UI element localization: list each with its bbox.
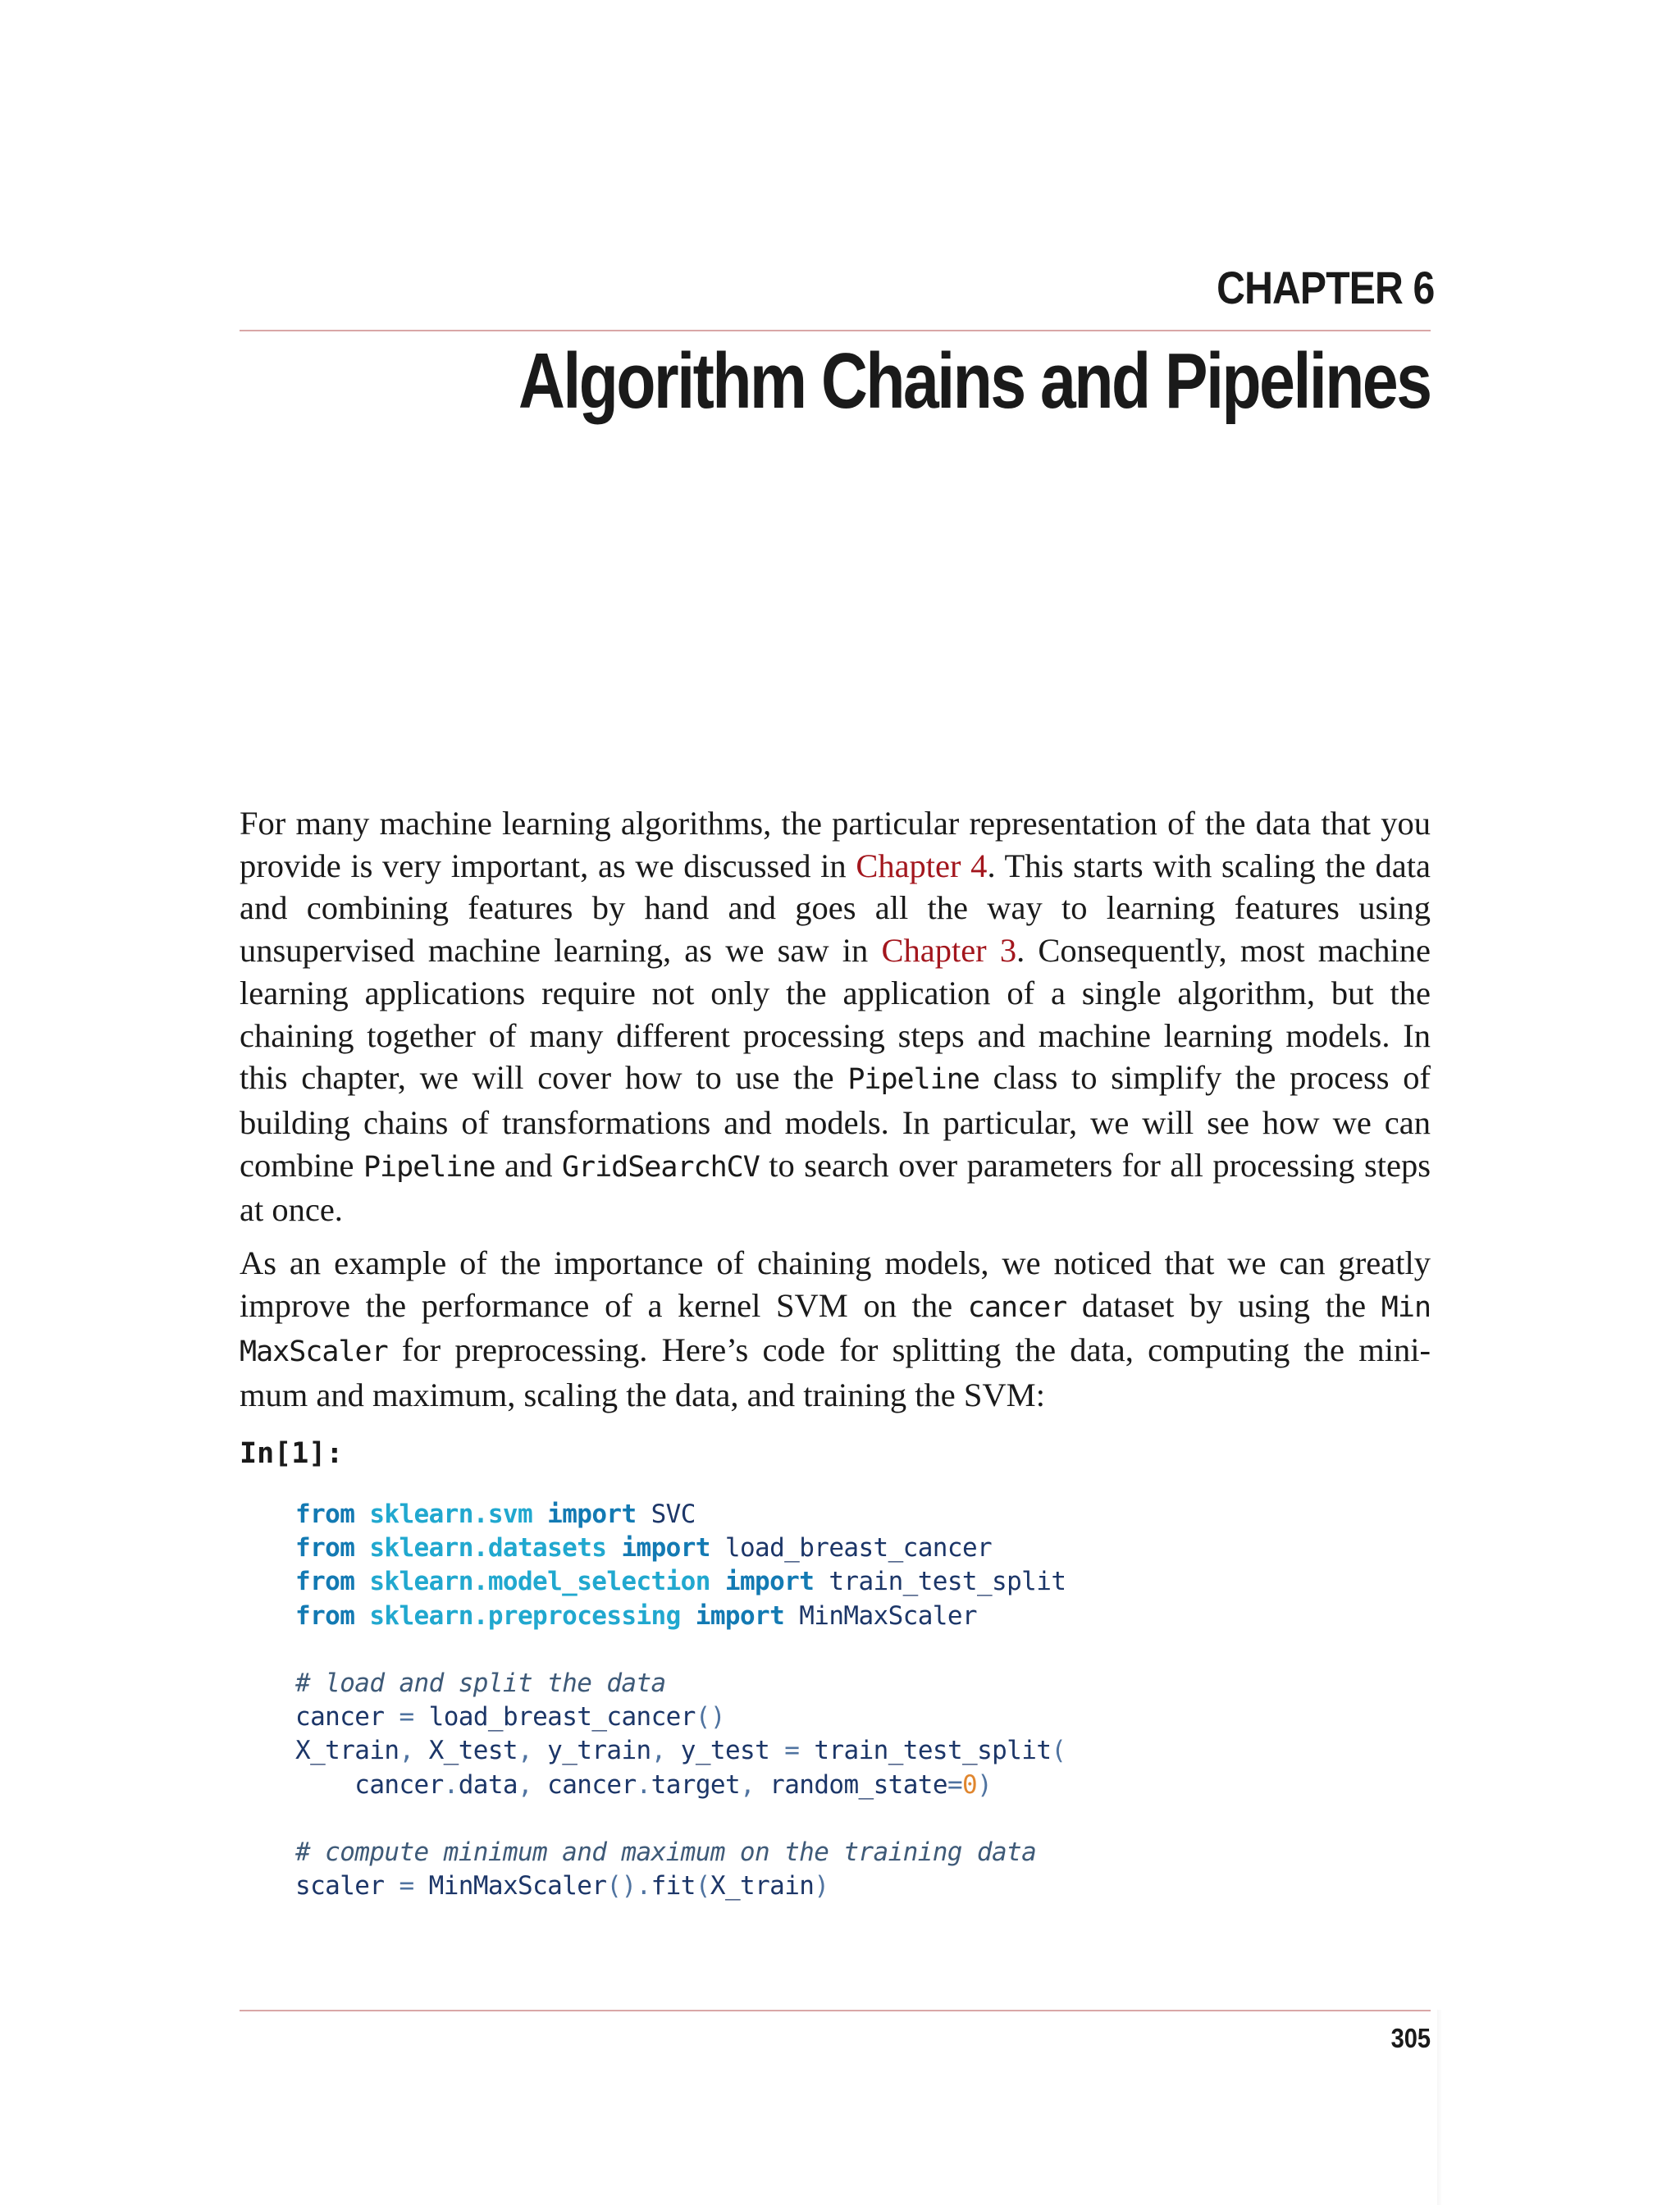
code-token <box>666 1736 681 1765</box>
code-token: cancer <box>354 1769 444 1800</box>
code-line <box>295 1532 1066 1565</box>
code-line <box>295 1498 1066 1532</box>
text-run: . Consequently, most machine learning applications require not only the application of a single algorithm, but the chaining together of many different processing steps and machine learning models. In this chapter, we will cover how to use the <box>240 932 1431 1097</box>
code-token: train_test_split <box>814 1736 1052 1766</box>
code-token: train_test_split <box>829 1567 1066 1597</box>
code-token: = <box>399 1871 414 1901</box>
text-run: dataset by using the <box>1066 1286 1381 1324</box>
code-token: sklearn.preprocessing <box>369 1600 681 1631</box>
inline-code-minmaxscaler-part2: MaxScaler <box>240 1335 388 1369</box>
intro-paragraph <box>240 802 1431 1231</box>
code-token <box>414 1702 429 1732</box>
code-token: = <box>399 1702 414 1732</box>
code-token: , <box>740 1769 756 1800</box>
code-line <box>295 1600 1066 1633</box>
code-line <box>295 1869 1066 1903</box>
code-token: () <box>695 1702 725 1732</box>
code-token: (). <box>606 1871 651 1901</box>
code-token: sklearn.model_selection <box>369 1567 710 1597</box>
inline-code-minmaxscaler-part1: Min <box>1381 1290 1431 1324</box>
chapter-label: CHAPTER 6 <box>1216 262 1434 313</box>
code-token: import <box>724 1567 815 1597</box>
code-token: , <box>518 1769 533 1800</box>
code-token: SVC <box>651 1500 696 1529</box>
code-token: scaler <box>295 1871 385 1901</box>
code-token: ( <box>695 1871 710 1901</box>
text-run: mum and maximum, scaling the data, and training the SVM: <box>240 1376 1045 1414</box>
code-token: , <box>399 1736 414 1766</box>
code-token: from <box>295 1600 355 1631</box>
code-token: . <box>443 1769 459 1800</box>
footer-rule <box>240 2010 1431 2011</box>
text-run: As an example of the importance of chaining models, we noticed that we can greatly improve the performance of a kernel SVM on the <box>240 1244 1431 1324</box>
code-token <box>710 1567 725 1596</box>
code-token: from <box>295 1533 355 1564</box>
code-token: from <box>295 1500 355 1529</box>
link-chapter-3[interactable]: Chapter 3 <box>881 932 1017 970</box>
code-line <box>295 1769 1066 1802</box>
code-token: y_train <box>547 1736 651 1766</box>
code-token <box>681 1601 696 1631</box>
code-token: sklearn.datasets <box>369 1533 607 1564</box>
code-token <box>414 1871 429 1901</box>
code-token <box>606 1533 621 1563</box>
code-line <box>295 1802 1066 1836</box>
code-token: fit <box>651 1871 696 1901</box>
code-token: X_test <box>428 1736 518 1766</box>
page-number: 305 <box>1390 2023 1431 2053</box>
code-token: ( <box>1051 1736 1066 1766</box>
page-edge-shadow <box>1437 2010 1442 2205</box>
code-cell-prompt: In[1]: <box>240 1437 344 1470</box>
code-line <box>295 1667 1066 1701</box>
code-token <box>637 1500 651 1529</box>
code-token <box>532 1736 547 1765</box>
code-token <box>354 1567 369 1596</box>
code-token: cancer <box>295 1702 385 1732</box>
inline-code-cancer: cancer <box>967 1290 1067 1324</box>
code-token: cancer <box>547 1769 637 1800</box>
code-token: , <box>518 1736 533 1766</box>
code-token <box>814 1567 829 1596</box>
code-token <box>755 1770 769 1800</box>
code-token: # load and split the data <box>295 1668 666 1698</box>
code-token: 0 <box>962 1769 978 1800</box>
code-token <box>354 1533 369 1563</box>
code-token: sklearn.svm <box>369 1500 533 1529</box>
code-block <box>295 1498 1066 1903</box>
code-token: from <box>295 1567 355 1597</box>
code-token <box>784 1601 799 1631</box>
code-token: import <box>547 1500 637 1529</box>
text-run: For many machine learning algorithms, the particular representation of the data that you provide is very important, as we discussed in <box>240 805 1431 884</box>
inline-code-gridsearchcv: GridSearchCV <box>561 1150 760 1184</box>
example-paragraph <box>240 1242 1431 1417</box>
code-token <box>710 1533 725 1563</box>
code-token: , <box>651 1736 666 1766</box>
code-token: # compute minimum and maximum on the training data <box>295 1837 1037 1867</box>
code-token: MinMaxScaler <box>799 1600 977 1631</box>
code-token: X_train <box>710 1871 815 1901</box>
inline-code-pipeline: Pipeline <box>847 1063 979 1097</box>
code-token: = <box>947 1769 963 1800</box>
code-token: load_breast_cancer <box>724 1533 993 1564</box>
code-token: data <box>458 1769 518 1800</box>
inline-code-pipeline: Pipeline <box>363 1150 495 1184</box>
text-run: and <box>495 1146 562 1184</box>
link-chapter-4[interactable]: Chapter 4 <box>856 847 988 884</box>
code-token <box>532 1500 547 1529</box>
code-token: X_train <box>295 1736 399 1766</box>
text-run: for preprocessing. Here’s code for splitting the data, computing the mini‐ <box>387 1331 1431 1369</box>
code-token: target <box>651 1769 741 1800</box>
code-token <box>295 1770 354 1800</box>
code-token <box>769 1736 784 1765</box>
chapter-title: Algorithm Chains and Pipelines <box>518 337 1431 425</box>
text-run: to search over parameters for all processing steps at once. <box>240 1146 1431 1229</box>
code-token: ) <box>814 1871 829 1901</box>
code-token: . <box>636 1769 651 1800</box>
code-token <box>414 1736 429 1765</box>
text-run: class to simplify the process of building chains of transformations and models. In particular, we will see how we can combine <box>240 1059 1431 1184</box>
code-token: y_test <box>680 1736 770 1766</box>
code-token: load_breast_cancer <box>428 1702 696 1732</box>
code-token: import <box>695 1600 785 1631</box>
code-token <box>384 1871 399 1901</box>
title-rule <box>240 330 1431 331</box>
code-line <box>295 1633 1066 1667</box>
code-line <box>295 1734 1066 1768</box>
code-token: import <box>621 1533 710 1564</box>
code-token: random_state <box>769 1769 947 1800</box>
code-token: = <box>784 1736 800 1766</box>
code-line <box>295 1836 1066 1869</box>
code-token <box>799 1736 814 1765</box>
code-token: ) <box>977 1769 993 1800</box>
text-run: . This starts with scaling the data and combining features by hand and goes all the way to learning features using unsupervised machine learning, as we saw in <box>240 847 1431 970</box>
code-line <box>295 1565 1066 1599</box>
code-token <box>532 1770 547 1800</box>
code-line <box>295 1701 1066 1734</box>
code-token: MinMaxScaler <box>428 1871 607 1901</box>
code-token <box>354 1500 369 1529</box>
code-token <box>384 1702 399 1732</box>
code-token <box>354 1601 369 1631</box>
